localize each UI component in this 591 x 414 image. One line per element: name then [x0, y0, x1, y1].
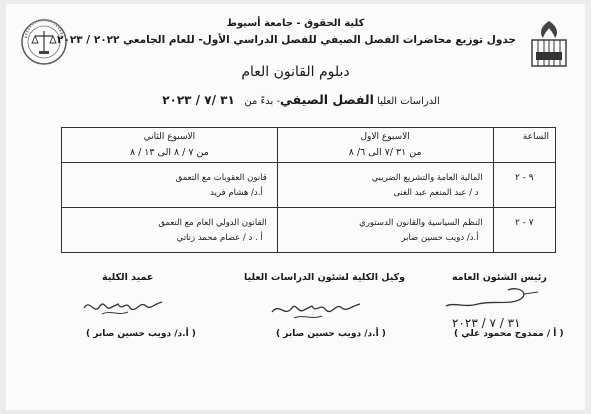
- row2-week1-cell: [277, 208, 493, 253]
- row1-week2-course: قانون العقوبات مع التعمق: [175, 173, 267, 183]
- handwritten-date: ٣١ / ٧ / ٢٠٢٣: [452, 316, 521, 330]
- public-affairs-head-name: ( أ / ممدوح محمود علي ): [454, 329, 564, 339]
- document-page: [6, 4, 585, 410]
- start-label: - بدءً من: [244, 96, 281, 107]
- row1-week1-professor: د / عبد المنعم عبد الغنى: [393, 188, 479, 198]
- schedule-table: [61, 127, 556, 253]
- row1-week2-cell: [62, 163, 278, 208]
- studies-label: الدراسات العليا: [377, 96, 440, 107]
- dean-title: عميد الكلية: [102, 272, 154, 283]
- week1-range: من ٣١ /٧ الى ٦/ ٨: [348, 147, 422, 158]
- schedule-title: جدول توزيع محاضرات الفصل الصيفي للفصل الدراسي الأول- للعام الجامعي ٢٠٢٢ / ٢٠٢٣: [57, 34, 516, 46]
- hour-header: الساعة: [493, 128, 555, 163]
- week1-title: الاسبوع الاول: [360, 132, 410, 142]
- public-affairs-head-title: رئيس الشئون العامه: [452, 272, 547, 283]
- faculty-heading: كلية الحقوق - جامعة أسيوط: [226, 18, 365, 29]
- term-label: الفصل الصيفي: [280, 92, 374, 107]
- week2-title: الاسبوع الثاني: [143, 132, 196, 142]
- vice-dean-title: وكيل الكلية لشئون الدراسات العليا: [244, 272, 406, 283]
- vice-dean-name: ( أ.د/ دويب حسين صابر ): [276, 329, 386, 339]
- week2-header: [62, 128, 278, 163]
- row1-week2-professor: أ.د/ هشام فريد: [210, 188, 263, 198]
- table-row: [62, 208, 556, 253]
- week1-header: [277, 128, 493, 163]
- row1-hour: ٩ - ٢: [493, 163, 555, 208]
- table-row: [62, 163, 556, 208]
- table-header-row: [62, 128, 556, 163]
- start-date: ٣١ /٧ / ٢٠٢٣: [162, 93, 235, 107]
- row2-week2-professor: أ . د / عصام محمد زناتي: [176, 233, 263, 243]
- row1-week1-course: المالية العامة والتشريع الضريبي: [371, 173, 483, 183]
- row2-week1-course: النظم السياسية والقانون الدستوري: [359, 218, 483, 228]
- dean-name: ( أ.د/ دويب حسين صابر ): [86, 329, 196, 339]
- diploma-heading: دبلوم القانون العام: [241, 64, 350, 80]
- week2-range: من ٧ / ٨ الى ١٣ / ٨: [129, 147, 209, 158]
- vice-dean-signature: [268, 292, 364, 324]
- dean-signature: [80, 290, 170, 322]
- row2-hour: ٧ - ٢: [493, 208, 555, 253]
- term-line: [146, 92, 456, 110]
- row2-week1-professor: أ.د/ دويب حسين صابر: [401, 233, 479, 243]
- row2-week2-cell: [62, 208, 278, 253]
- row1-week1-cell: [277, 163, 493, 208]
- row2-week2-course: القانون الدولي العام مع التعمق: [158, 218, 267, 228]
